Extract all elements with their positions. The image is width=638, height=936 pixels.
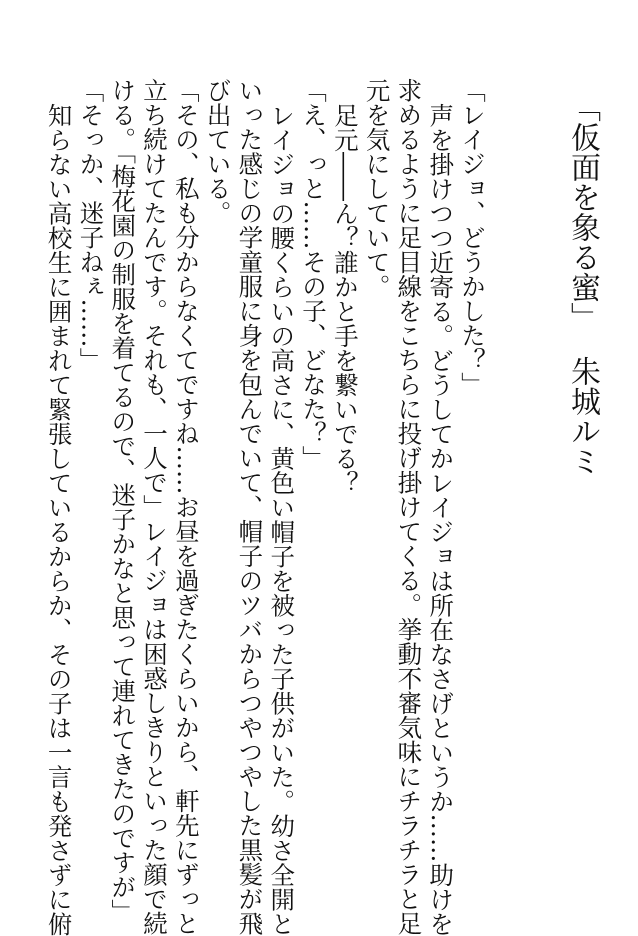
story-body [44, 78, 488, 936]
text-line: ける。「梅花園の制服を着てるので、迷子かなと思って連れてきたのですが」 [108, 78, 138, 924]
text-line: 「レイジョ、どうかした？」 [458, 78, 487, 397]
text-line: 元を気にしていて。 [362, 78, 392, 299]
text-line: 「そっか、迷子ねぇ……」 [76, 78, 106, 372]
text-line: 「その、私も分からなくてですね……お昼を過ぎたくらいから、軒先にずっと [171, 78, 201, 936]
text-line: 立ち続けてたんです。それも、一人で」レイジョは困惑しきりといった顔で続 [140, 78, 170, 936]
text-line: 足元――ん？誰かと手を繋いでる？ [330, 102, 360, 495]
text-line: いった感じの学童服に身を包んでいて、帽子のツバからつやつやした黒髪が飛 [235, 78, 265, 936]
text-line: び出ている。 [203, 78, 233, 225]
text-line: 声を掛けつつ近寄る。どうしてかレイジョは所在なさげというか……助けを [426, 102, 456, 936]
text-line: 「え、っと……その子、どなた？」 [299, 78, 329, 470]
story-title: 「仮面を象る蜜」 [565, 92, 600, 332]
author-name: 朱城ルミ [565, 356, 600, 476]
story-heading [564, 92, 600, 652]
text-line: 求めるように足目線をこちらに投げ掛けてくる。挙動不審気味にチラチラと足 [394, 78, 424, 936]
text-line: レイジョの腰くらいの高さに、黄色い帽子を被った子供がいた。幼さ全開と [267, 102, 297, 936]
text-line: 知らない高校生に囲まれて緊張しているからか、その子は一言も発さずに俯 [44, 102, 74, 936]
